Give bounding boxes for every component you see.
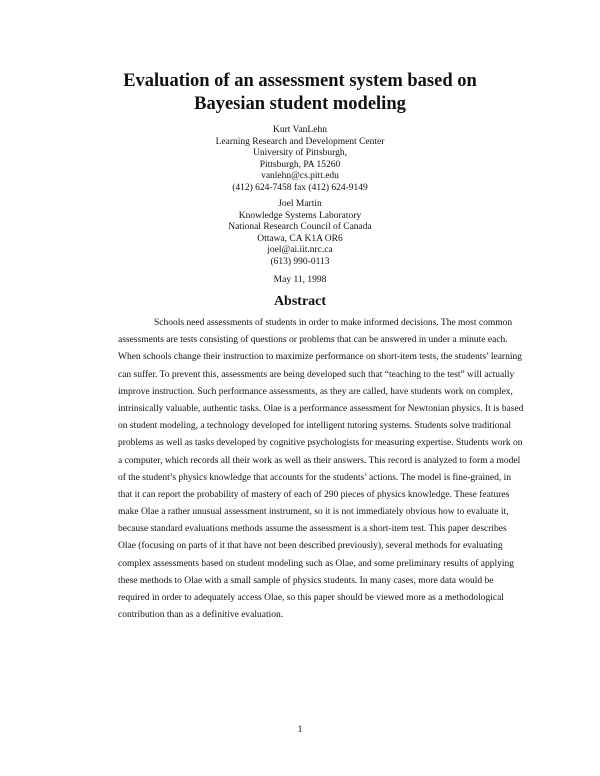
author-organization: Knowledge Systems Laboratory — [238, 210, 362, 221]
abstract-line: intrinsically valuable, authentic tasks. Olae is a performance assessment for Newtonian physics. It is based — [118, 403, 524, 414]
abstract-line: on student modeling, a technology developed for intelligent tutoring systems. Students solve traditional — [118, 421, 512, 432]
abstract-line: a computer, which records all their work as well as their answers. This record is analyzed to form a model — [118, 455, 521, 466]
abstract-line: complex assessments based on student modeling such as Olae, and some preliminary results of applying — [118, 558, 515, 569]
author-organization: Learning Research and Development Center — [215, 136, 385, 147]
abstract-line: contribution than as a definitive evaluation. — [118, 610, 284, 621]
abstract-line: When schools change their instruction to maximize performance on short-item tests, the students’ learning — [118, 352, 522, 363]
publication-date: May 11, 1998 — [273, 275, 327, 285]
author-institution: National Research Council of Canada — [228, 222, 372, 232]
paper-title-line-2: Bayesian student modeling — [194, 94, 406, 114]
abstract-line: Olae (focusing on parts of it that have not been described previously), several methods for evaluating — [118, 541, 503, 552]
abstract-line: problems as well as tasks developed by cognitive psychologists for measuring expertise. Students work on — [118, 438, 523, 449]
abstract-line: Schools need assessments of students in order to make informed decisions. The most common — [154, 318, 513, 328]
author-phone: (412) 624-7458 fax (412) 624-9149 — [232, 182, 368, 193]
paper-title-line-1: Evaluation of an assessment system based on — [123, 71, 477, 91]
author-address: Ottawa, CA K1A OR6 — [257, 233, 343, 244]
author-institution: University of Pittsburgh, — [252, 148, 348, 158]
abstract-line: required in order to adequately access Olae, so this paper should be viewed more as a methodological — [118, 593, 504, 603]
abstract-line: of the student’s physics knowledge that accounts for the students’ actions. The model is fine-grained, in — [118, 472, 512, 483]
abstract-line: that it can report the probability of mastery of each of 290 pieces of physics knowledge. These features — [118, 489, 510, 500]
abstract-heading: Abstract — [273, 294, 327, 309]
paper-title — [0, 70, 600, 116]
author-address: Pittsburgh, PA 15260 — [259, 159, 341, 170]
abstract-line: improve instruction. Such performance assessments, as they are called, have students work on complex, — [118, 386, 513, 397]
author-block-2 — [0, 199, 600, 268]
abstract-body — [118, 315, 538, 624]
author-name: Kurt VanLehn — [273, 125, 327, 135]
abstract-line: because standard evaluations methods assume the assessment is a short-item test. This paper describes — [118, 524, 507, 535]
author-email: joel@ai.iit.nrc.ca — [267, 245, 333, 255]
author-email: vanlehn@cs.pitt.edu — [261, 171, 339, 181]
author-block-1 — [0, 125, 600, 194]
author-name: Joel Martin — [278, 199, 322, 209]
abstract-line: make Olae a rather unusual assessment instrument, so it is not immediately obvious how to evaluate it, — [118, 507, 509, 518]
abstract-line: can suffer. To prevent this, assessments are being developed such that “teaching to the test” will actually — [118, 369, 515, 380]
abstract-line: these methods to Olae with a small sample of physics students. In many cases, more data would be — [118, 575, 494, 586]
author-phone: (613) 990-0113 — [270, 256, 330, 267]
abstract-line: assessments are tests consisting of questions or problems that can be answered in under a minute each. — [118, 335, 508, 346]
page-number: 1 — [297, 725, 303, 735]
